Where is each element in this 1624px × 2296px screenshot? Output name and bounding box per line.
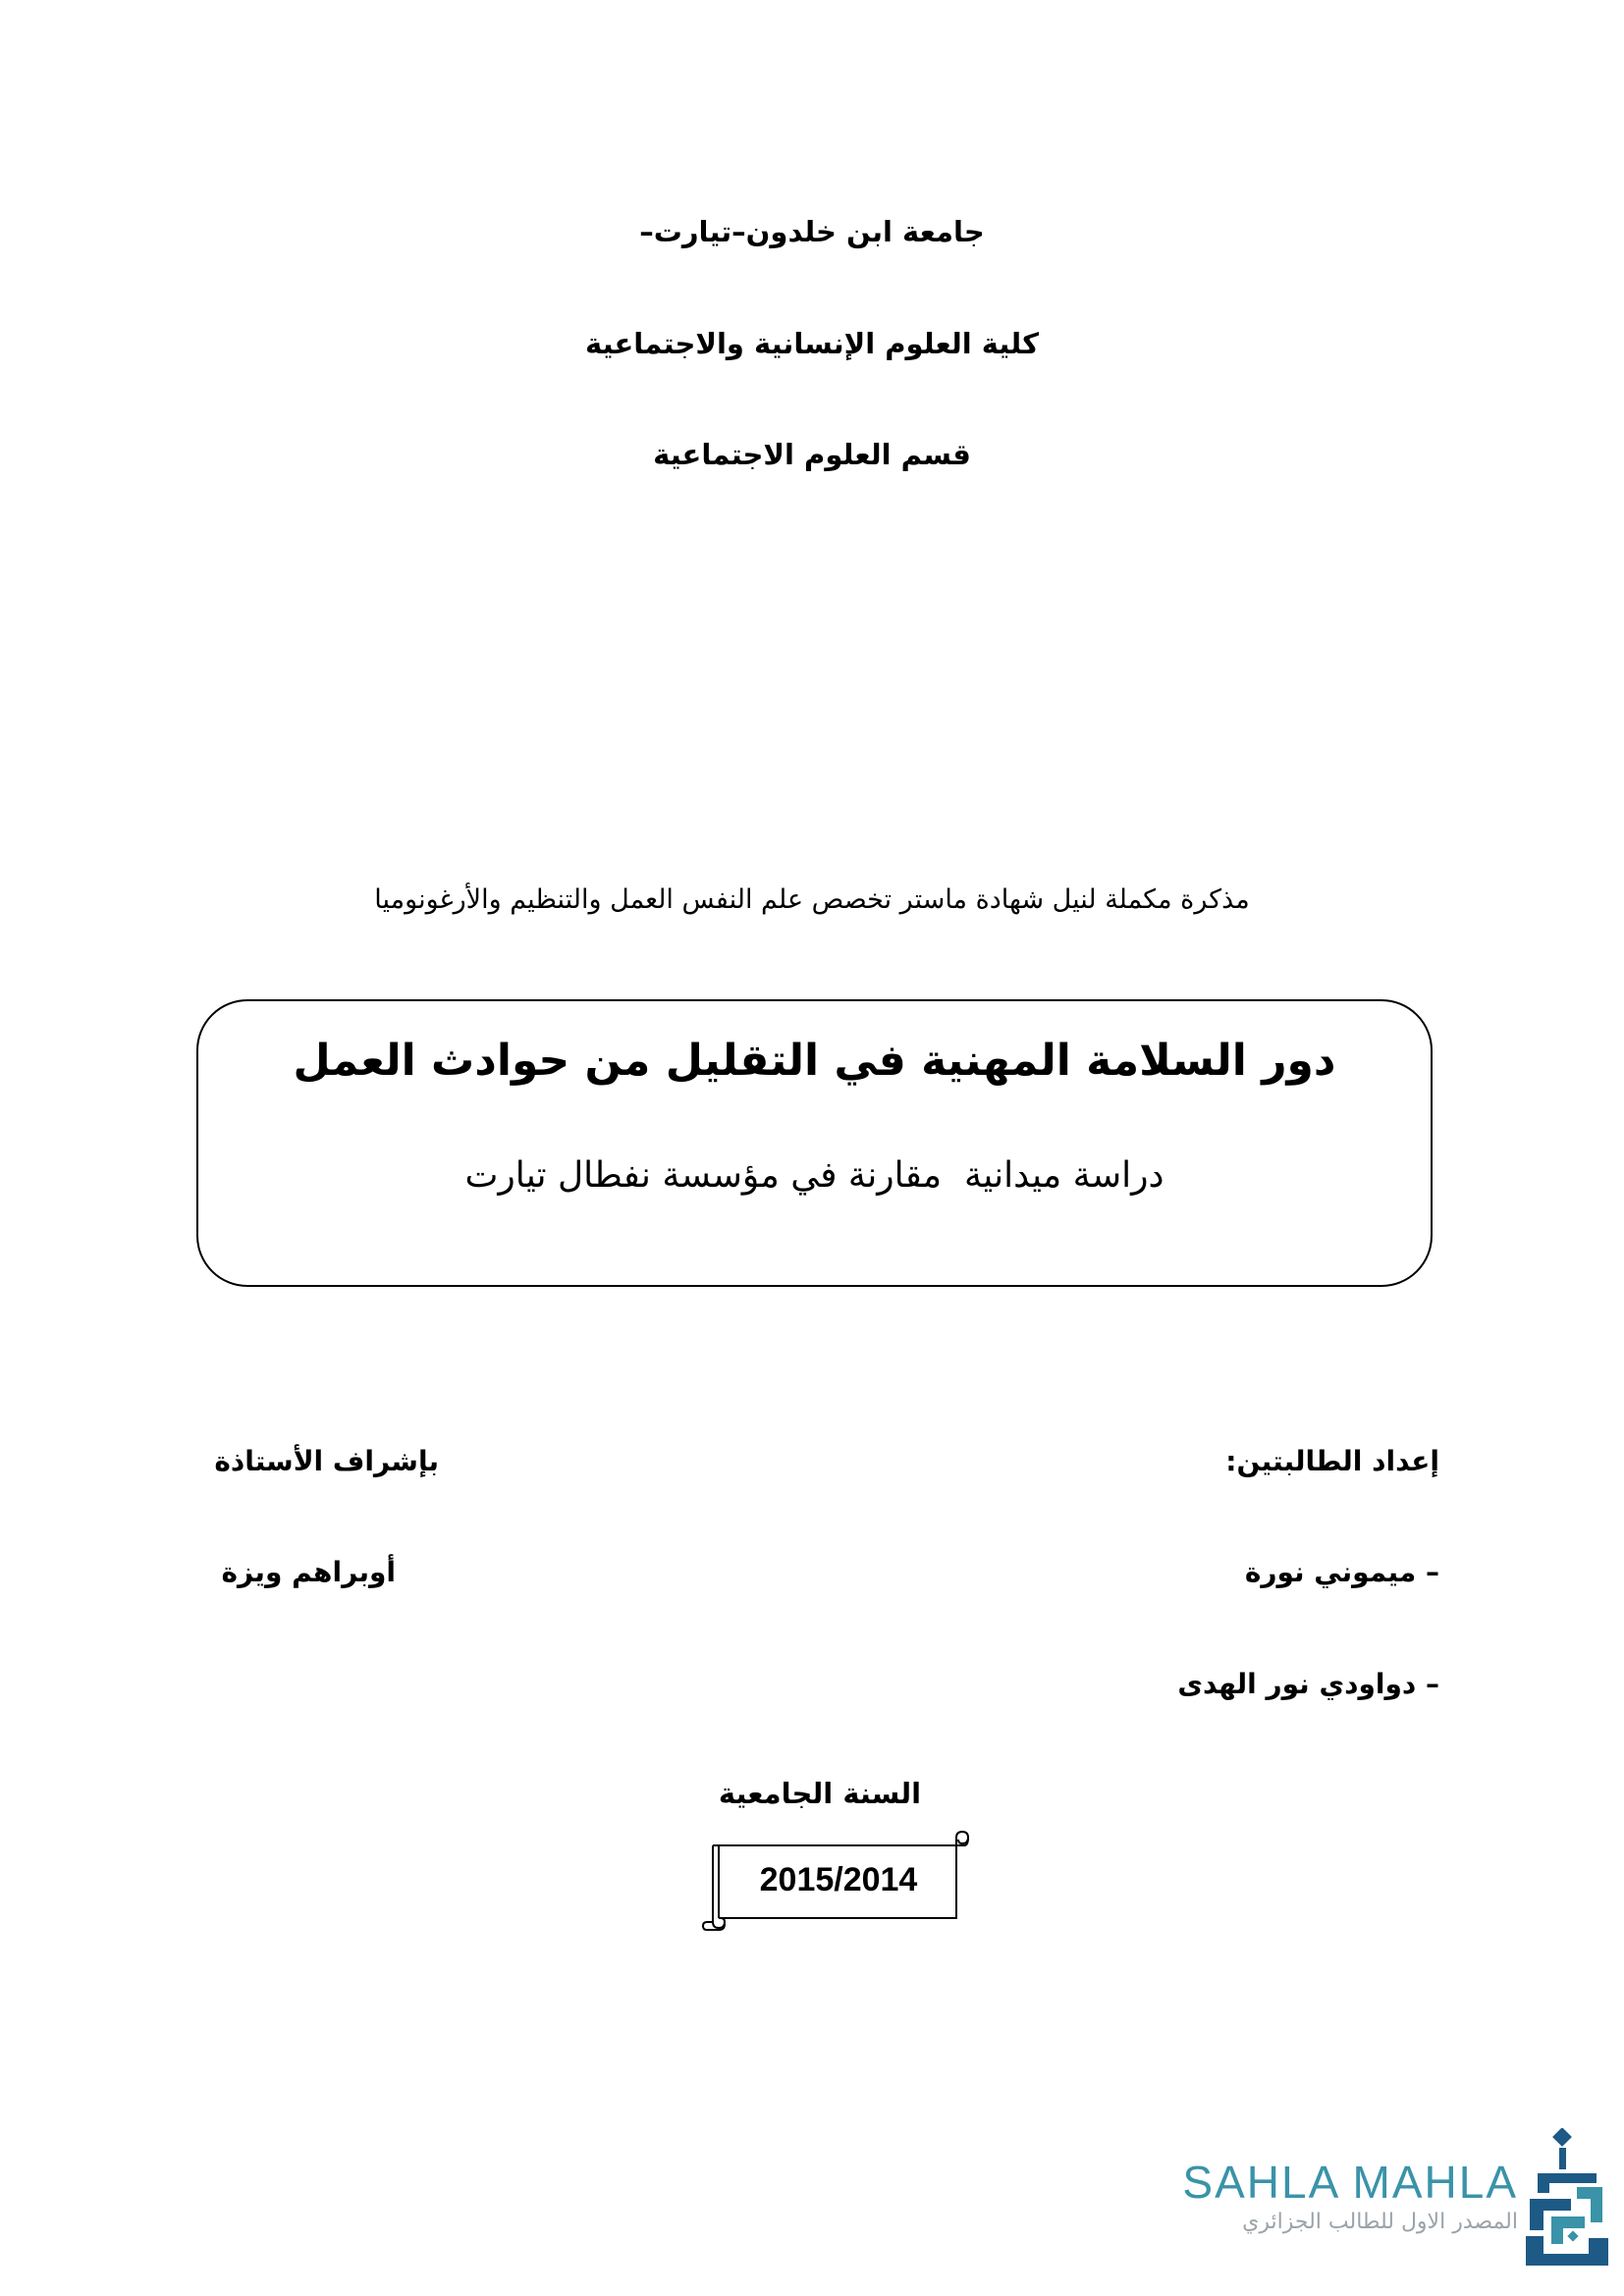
university-name: جامعة ابن خلدون–تيارت– (639, 215, 985, 248)
logo-name: SAHLA MAHLA (1182, 2157, 1518, 2208)
supervision-label: بإشراف الأستاذة (214, 1445, 439, 1477)
department-name: قسم العلوم الاجتماعية (653, 438, 971, 471)
academic-year-scroll-frame (699, 1830, 978, 1932)
thesis-title-box (196, 999, 1433, 1287)
faculty-name: كلية العلوم الإنسانية والاجتماعية (585, 327, 1039, 360)
thesis-subtitle: دراسة ميدانية مقارنة في مؤسسة نفطال تيارت (464, 1155, 1164, 1196)
degree-line: مذكرة مكملة لنيل شهادة ماستر تخصص علم النفس العمل والتنظيم والأرغونوميا (374, 884, 1250, 915)
prepared-by-label: إعداد الطالبتين: (1225, 1445, 1439, 1477)
student-name: – دواودي نور الهدى (1177, 1668, 1439, 1700)
supervisor-name: أوبراهم ويزة (221, 1556, 396, 1588)
sahla-mahla-calligraphy-icon (1520, 2128, 1614, 2269)
thesis-title: دور السلامة المهنية في التقليل من حوادث العمل (293, 1036, 1336, 1086)
academic-year-value: 2015/2014 (759, 1861, 918, 1898)
academic-year-label: السنة الجامعية (718, 1777, 922, 1810)
logo-tagline: المصدر الاول للطالب الجزائري (1242, 2210, 1518, 2234)
student-name: – ميموني نورة (1244, 1556, 1439, 1588)
